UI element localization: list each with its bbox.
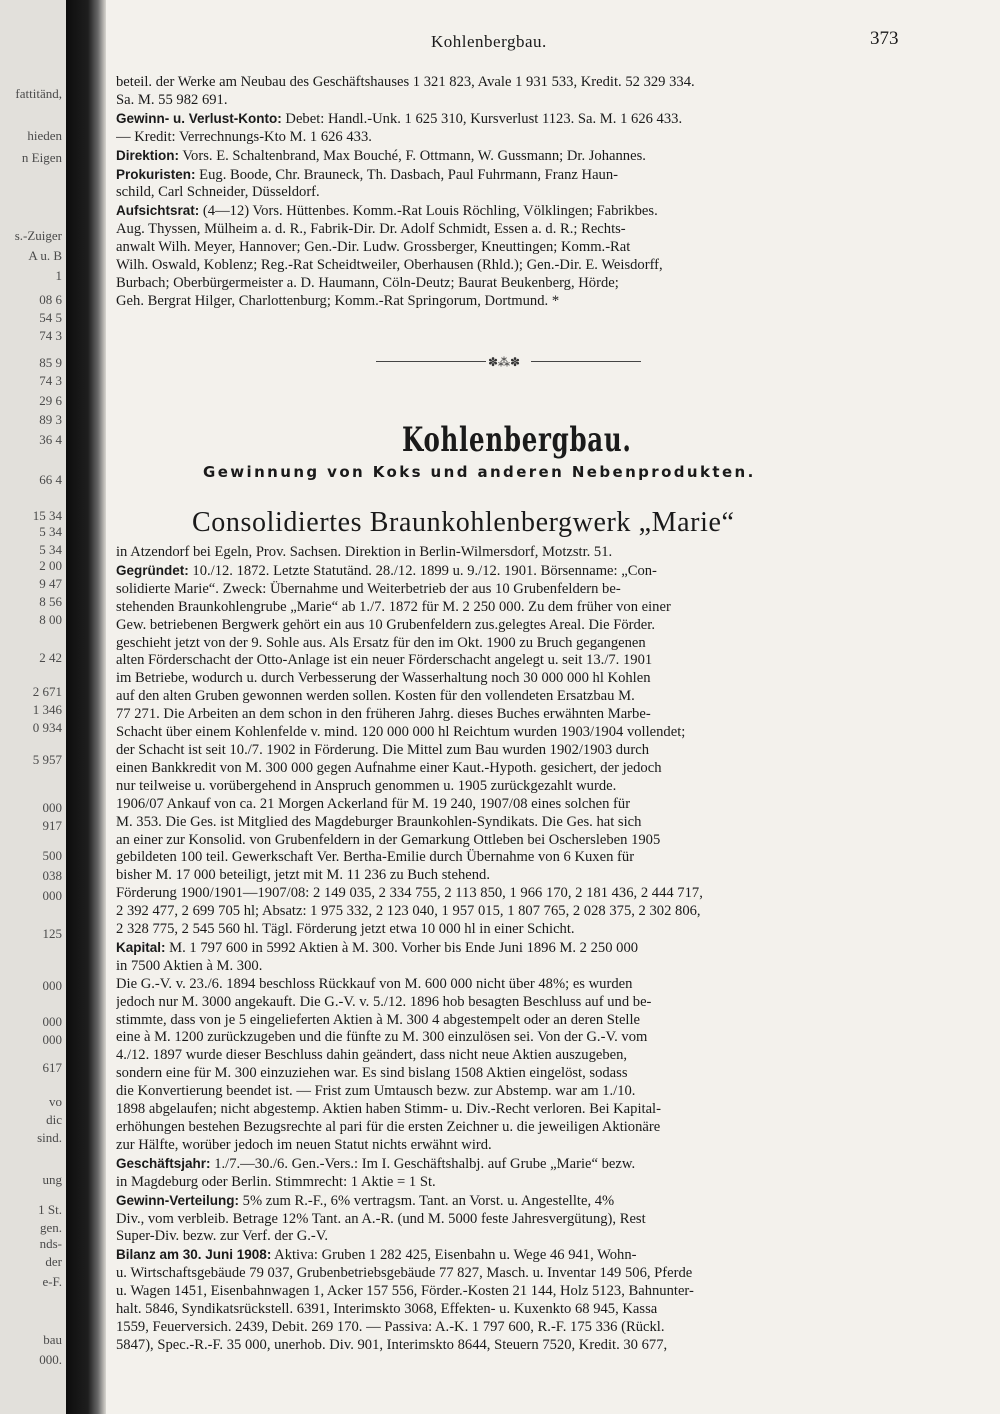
previous-page-fragment: vo	[49, 1094, 62, 1109]
previous-page-fragment: 000	[42, 1014, 62, 1029]
previous-page-fragment: e-F.	[42, 1274, 62, 1289]
text-line: jedoch nur M. 3000 angekauft. Die G.-V. v. 5./12. 1896 hob besagten Beschluss auf und be-	[116, 993, 652, 1010]
book-page	[106, 0, 1000, 1414]
previous-page-fragment: 617	[42, 1060, 62, 1075]
text-line: Prokuristen: Eug. Boode, Chr. Brauneck, Th. Dasbach, Paul Fuhrmann, Franz Haun-	[116, 166, 618, 183]
text-line: nur teilweise u. vorübergehend in Anspruch genommen u. 1905 zurückgezahlt wurde.	[116, 777, 617, 794]
text-line: Kapital: M. 1 797 600 in 5992 Aktien à M. 300. Vorher bis Ende Juni 1896 M. 2 250 000	[116, 939, 639, 956]
previous-page-fragment: 2 671	[32, 684, 62, 699]
previous-page-fragment: hieden	[27, 128, 62, 143]
previous-page-fragment: 89 3	[39, 412, 62, 427]
text-line: Wilh. Oswald, Koblenz; Reg.-Rat Scheidtweiler, Oberhausen (Rhld.); Gen.-Dir. E. Weisdorff,	[116, 257, 663, 274]
text-line: Super-Div. bezw. zur Verf. der G.-V.	[116, 1228, 329, 1245]
page-number: 373	[870, 28, 899, 49]
text-line: — Kredit: Verrechnungs-Kto M. 1 626 433.	[116, 128, 372, 145]
section-subtitle: Gewinnung von Koks und anderen Nebenprodukten.	[203, 463, 756, 481]
previous-page-fragment: ung	[42, 1172, 62, 1187]
previous-page-fragment: 74 3	[39, 328, 62, 343]
previous-page-fragment: 8 56	[39, 594, 62, 609]
text-line: 4./12. 1897 wurde dieser Beschluss dahin geändert, dass nicht neue Aktien auszugeben,	[116, 1047, 628, 1064]
previous-page-fragment: 0 934	[32, 720, 62, 735]
text-line: Gewinn- u. Verlust-Konto: Debet: Handl.-Unk. 1 625 310, Kursverlust 1123. Sa. M. 1 626 433.	[116, 110, 683, 127]
previous-page-fragment: 08 6	[39, 292, 62, 307]
text-line: erhöhungen bestehen Bezugsrechte al pari für die ersten Zeichner u. die jeweiligen Aktionäre	[116, 1119, 661, 1135]
text-line: eine à M. 1200 zurückzugeben und die fünfte zu M. 300 einzulösen sei. Von der G.-V. vom	[116, 1029, 648, 1046]
previous-page-fragment: 85 9	[39, 355, 62, 370]
text-line: Gegründet: 10./12. 1872. Letzte Statutänd. 28./12. 1899 u. 9./12. 1901. Börsenname: „Con-	[116, 562, 657, 579]
text-line: gebildeten 100 teil. Gewerkschaft Ver. Bertha-Emilie durch Übernahme von 6 Kuxen für	[116, 849, 635, 866]
text-line: Aug. Thyssen, Mülheim a. d. R., Fabrik-Dir. Dr. Adolf Schmidt, Essen a. d. R.; Rechts-	[116, 221, 626, 238]
text-line: Direktion: Vors. E. Schaltenbrand, Max Bouché, F. Ottmann, W. Gussmann; Dr. Johannes.	[116, 147, 646, 164]
text-line: Gewinn-Verteilung: 5% zum R.-F., 6% vertragsm. Tant. an Vorst. u. Angestellte, 4%	[116, 1192, 615, 1209]
previous-page-fragment: 500	[42, 848, 62, 863]
book-gutter	[66, 0, 106, 1414]
previous-page-fragment: 9 47	[39, 576, 62, 591]
previous-page-fragment: 66 4	[39, 472, 62, 487]
previous-page-fragment: sind.	[37, 1130, 62, 1145]
previous-page-fragment: 15 34	[32, 508, 62, 523]
previous-page-fragment: 5 34	[39, 542, 62, 557]
text-line: Förderung 1900/1901—1907/08: 2 149 035, 2 334 755, 2 113 850, 1 966 170, 2 181 436, 2 444 717,	[116, 885, 703, 902]
previous-page-fragment: 5 34	[39, 524, 62, 539]
previous-page-fragment: fattitänd,	[15, 86, 62, 101]
text-line: Schacht über einem Kohlenfelde v. mind. 120 000 000 hl Reichtum wurden 1903/1904 vollendet;	[116, 724, 686, 741]
text-line: einen Bankkredit von M. 300 000 gegen Aufnahme einer Kaut.-Hypoth. gesichert, der jedoch	[116, 759, 662, 776]
top-entry-text	[116, 74, 910, 311]
previous-page-fragment: 000.	[39, 1352, 62, 1367]
previous-page-fragment: dic	[46, 1112, 62, 1127]
section-title: Kohlenbergbau.	[402, 420, 632, 460]
text-line: an einer zur Konsolid. von Grubenfeldern in der Gemarkung Ottleben bei Oschersleben 1905	[116, 831, 661, 848]
text-line: bisher M. 17 000 beteiligt, jetzt mit M. 11 236 zu Buch stehend.	[116, 867, 490, 884]
text-line: Die G.-V. v. 23./6. 1894 beschloss Rückkauf von M. 600 000 nicht über 48%; es wurden	[116, 975, 633, 992]
text-line: 77 271. Die Arbeiten an dem schon in den früheren Jahrg. dieses Buches erwähnten Marbe-	[116, 706, 651, 723]
text-line: 1559, Feuerversich. 2439, Debit. 269 170. — Passiva: A.-K. 1 797 600, R.-F. 175 336 (Rückl.	[116, 1318, 665, 1335]
previous-page-fragment: 54 5	[39, 310, 62, 325]
previous-page-fragment: 1 346	[32, 702, 62, 717]
previous-page-fragment: 1 St.	[38, 1202, 62, 1217]
text-line: Gew. betriebenen Bergwerk gehört ein aus 10 Grubenfeldern zus.gelegtes Areal. Die Förder.	[116, 616, 655, 633]
text-line: 1898 abgelaufen; nicht abgestemp. Aktien haben Stimm- u. Div.-Recht verloren. Bei Kapital-	[116, 1101, 661, 1118]
text-line: Bilanz am 30. Juni 1908: Aktiva: Gruben 1 282 425, Eisenbahn u. Wege 46 941, Wohn-	[116, 1247, 637, 1264]
previous-page-fragment: A u. B	[28, 248, 62, 263]
previous-page-fragment: gen.	[39, 1220, 62, 1235]
text-line: Geh. Bergrat Hilger, Charlottenburg; Komm.-Rat Springorum, Dortmund. *	[116, 292, 560, 309]
previous-page-fragment: 000	[42, 1032, 62, 1047]
previous-page-fragment: 038	[42, 868, 62, 883]
text-line: Div., vom verbleib. Betrage 12% Tant. an A.-R. (und M. 5000 feste Jahresvergütung), Rest	[116, 1210, 646, 1227]
text-line: geschieht jetzt von der 9. Sohle aus. Als Ersatz für den im Okt. 1900 zu Bruch gegangenen	[116, 634, 646, 651]
previous-page-strip	[0, 0, 66, 1414]
previous-page-fragment: 29 6	[39, 393, 62, 408]
text-line: stimmte, dass von je 5 eingelieferten Aktien à M. 300 4 abgestempelt oder an deren Stelle	[116, 1011, 641, 1028]
text-line: die Konvertierung beendet ist. — Frist zum Umtausch bezw. zur Abstemp. war am 1./10.	[116, 1083, 636, 1100]
company-entry-text	[116, 544, 910, 1355]
text-line: solidierte Marie“. Zweck: Übernahme und Weiterbetrieb der aus 10 Grubenfeldern be-	[116, 580, 621, 597]
previous-page-fragment: 917	[42, 818, 62, 833]
previous-page-fragment: 000	[42, 888, 62, 903]
previous-page-fragment: 36 4	[39, 432, 62, 447]
text-line: Aufsichtsrat: (4—12) Vors. Hüttenbes. Komm.-Rat Louis Röchling, Völklingen; Fabrikbes.	[116, 203, 658, 220]
previous-page-fragment: 8 00	[39, 612, 62, 627]
text-line: sondern eine für M. 300 einzuziehen war. Es sind bislang 1508 Aktien eingelöst, sodass	[116, 1065, 628, 1082]
company-title: Consolidiertes Braunkohlenbergwerk „Marie“	[192, 507, 735, 538]
text-line: in Magdeburg oder Berlin. Stimmrecht: 1 Aktie = 1 St.	[116, 1173, 436, 1190]
previous-page-fragment: 125	[42, 926, 62, 941]
text-line: im Betriebe, wodurch u. durch Verbesserung der Wasserhaltung noch 30 000 000 hl Kohlen	[116, 670, 651, 687]
text-line: Sa. M. 55 982 691.	[116, 91, 228, 108]
text-line: Burbach; Oberbürgermeister a. D. Haumann, Cöln-Deutz; Baurat Beukenberg, Hörde;	[116, 274, 619, 291]
text-line: halt. 5846, Syndikatsrückstell. 6391, Interimskto 3068, Effekten- u. Kuxenkto 68 945, Kassa	[116, 1301, 658, 1318]
text-line: M. 353. Die Ges. ist Mitglied des Magdeburger Braunkohlen-Syndikats. Die Ges. hat sich	[116, 813, 642, 830]
previous-page-fragment: 2 00	[39, 558, 62, 573]
text-line: Geschäftsjahr: 1./7.—30./6. Gen.-Vers.: Im I. Geschäftshalbj. auf Grube „Marie“ bezw.	[116, 1155, 636, 1172]
text-line: u. Wirtschaftsgebäude 79 037, Grubenbetriebsgebäude 77 827, Masch. u. Inventar 149 506, Pferde	[116, 1265, 693, 1282]
text-line: schild, Carl Schneider, Düsseldorf.	[116, 184, 320, 201]
text-line: u. Wagen 1451, Eisenbahnwagen 1, Acker 157 556, Förder.-Kosten 21 144, Holz 5123, Bahnunter-	[116, 1283, 694, 1300]
previous-page-fragment: 1	[55, 268, 62, 283]
text-line: 2 328 775, 2 545 560 hl. Tägl. Förderung jetzt etwa 10 000 hl in einer Schicht.	[116, 921, 575, 938]
previous-page-fragment: der	[45, 1254, 62, 1269]
running-head: Kohlenbergbau.	[431, 32, 547, 51]
text-line: auf den alten Gruben gewonnen werden sollen. Kosten für den vollendeten Ersatzbau M.	[116, 688, 635, 705]
previous-page-fragment: 000	[42, 978, 62, 993]
previous-page-fragment: nds-	[39, 1236, 62, 1251]
previous-page-fragment: bau	[43, 1332, 62, 1347]
previous-page-fragment: n Eigen	[21, 150, 62, 165]
text-line: anwalt Wilh. Meyer, Hannover; Gen.-Dir. Ludw. Grossberger, Kneuttingen; Komm.-Rat	[116, 239, 631, 256]
text-line: in Atzendorf bei Egeln, Prov. Sachsen. Direktion in Berlin-Wilmersdorf, Motzstr. 51.	[116, 544, 613, 560]
previous-page-fragment: 5 957	[32, 752, 62, 767]
text-line: 5847), Spec.-R.-F. 35 000, unerhob. Div. 901, Interimskto 8644, Steuern 7520, Kredit. 30 677,	[116, 1336, 668, 1353]
text-line: der Schacht ist seit 10./7. 1902 in Förderung. Die Mittel zum Bau wurden 1902/1903 durch	[116, 741, 649, 758]
text-line: alten Förderschacht der Otto-Anlage ist ein neuer Förderschacht angelegt u. seit 13./7. 1901	[116, 652, 653, 669]
text-line: 1906/07 Ankauf von ca. 21 Morgen Ackerland für M. 19 240, 1907/08 eines solchen für	[116, 795, 631, 812]
text-line: stehenden Braunkohlengrube „Marie“ ab 1./7. 1872 für M. 2 250 000. Zu dem früher von einer	[116, 598, 671, 615]
text-line: beteil. der Werke am Neubau des Geschäftshauses 1 321 823, Avale 1 931 533, Kredit. 52 329 334.	[116, 74, 695, 90]
text-line: zur Hälfte, worüber jedoch im neuen Statut nichts erwähnt wird.	[116, 1136, 492, 1153]
previous-page-fragment: 2 42	[39, 650, 62, 665]
section-divider	[376, 355, 641, 369]
previous-page-fragment: 000	[42, 800, 62, 815]
text-line: 2 392 477, 2 699 705 hl; Absatz: 1 975 332, 2 123 040, 1 957 015, 1 807 765, 2 028 375, 2 302 806,	[116, 903, 701, 920]
divider-ornament: ✽⁂✽	[488, 355, 521, 369]
previous-page-fragment: 74 3	[39, 373, 62, 388]
text-line: in 7500 Aktien à M. 300.	[116, 957, 263, 974]
previous-page-fragment: s.-Zuiger	[14, 228, 62, 243]
